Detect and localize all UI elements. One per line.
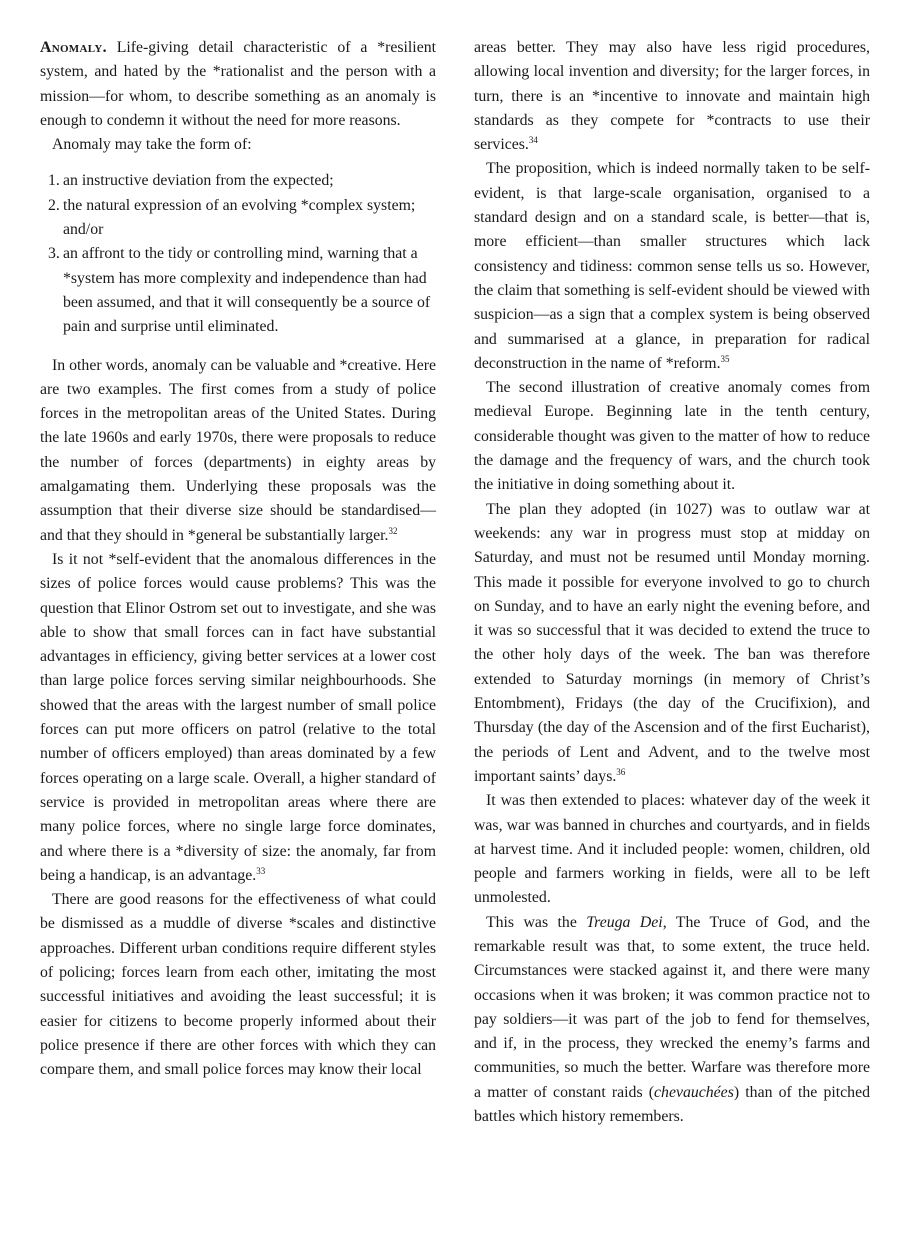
left-column: [40, 36, 436, 1082]
footnote-ref: 33: [256, 865, 266, 876]
list-item: [40, 169, 436, 193]
paragraph-text: The proposition, which is indeed normally taken to be self-evident, is that large-scale organisation, organised to a standard design and on a standard scale, is better—that is, more efficient—than smaller structures which lack consistency and tidiness: common sense tells us so. However, the claim that something is self-evident should be viewed with suspicion—as a sign that a complex system is being observed and summarised at a glance, in preparation for radical deconstruction in the name of *reform.: [474, 160, 870, 372]
list-text: an instructive deviation from the expected;: [63, 172, 334, 190]
paragraph: The second illustration of creative anomaly comes from medieval Europe. Beginning late in the tenth century, considerable thought was given to the matter of how to reduce the damage and the frequency of wars, and the church took the initiative in doing something about it.: [474, 379, 870, 494]
list-number: 3.: [48, 245, 60, 263]
paragraph: [474, 911, 870, 1130]
paragraph: [40, 548, 436, 888]
right-column: [474, 36, 870, 1129]
paragraph-text: This was the: [486, 913, 587, 931]
list-number: 2.: [48, 196, 60, 214]
paragraph-text: In other words, anomaly can be valuable and *creative. Here are two examples. The first comes from a study of police forces in the metropolitan areas of the United States. During the late 1960s and early 1970s, there were proposals to reduce the number of forces (departments) in eighty areas by amalgamating them. Underlying these proposals was the assumption that their diverse size should be standardised—and that they should in *general be substantially larger.: [40, 356, 436, 544]
entry-headword: Anomaly.: [40, 39, 107, 56]
footnote-ref: 34: [528, 135, 538, 146]
list-number: 1.: [48, 172, 60, 190]
forms-list: [40, 169, 436, 339]
paragraph: [474, 498, 870, 790]
paragraph-continued: [474, 36, 870, 157]
list-text: an affront to the tidy or controlling mind, warning that a *system has more complexity and independence than had been assumed, and that it will consequently be a source of pain and surprise until eliminated.: [63, 245, 431, 336]
definition-text: Life-giving detail characteristic of a *resilient system, and hated by the *rationalist and the person with a mission—for whom, to describe something as an anomaly is enough to condemn it without the need for more reasons.: [40, 39, 436, 129]
paragraph: [474, 157, 870, 376]
paragraph-text: , The Truce of God, and the remarkable result was that, to some extent, the truce held. Circumstances were stacked against it, and there were many occasions when it was broken; it was common practice not to pay soldiers—it was part of the job to fend for themselves, and if, in the process, they wrecked the enemy’s farms and communities, so much the better. Warfare was therefore more a matter of constant raids (: [474, 913, 870, 1101]
paragraph: It was then extended to places: whatever day of the week it was, war was banned in churches and courtyards, and in fields at harvest time. And it included people: women, children, old people and farmers working in fields, were all to be left unmolested.: [474, 792, 870, 907]
paragraph-text: ) than of the pitched battles which history remembers.: [474, 1083, 870, 1126]
list-item: [40, 194, 436, 243]
paragraph: There are good reasons for the effectiveness of what could be dismissed as a muddle of diverse *scales and distinctive approaches. Different urban conditions require different styles of policing; forces learn from each other, imitating the most successful initiatives and avoiding the least successful; it is easier for citizens to become properly informed about their police presence if there are other forces with which they can compare them, and small police forces may know their local: [40, 891, 436, 1079]
italic-term: Treuga Dei: [586, 913, 663, 931]
paragraph-text: Is it not *self-evident that the anomalous differences in the sizes of police forces would cause problems? This was the question that Elinor Ostrom set out to investigate, and she was able to show that small forces can in fact have substantial advantages in efficiency, giving better services at a lower cost than large police forces serving similar neighbourhoods. She showed that the areas with the largest number of small police forces can put more officers on patrol (relative to the total number of officers employed) than areas dominated by a few forces operating on a large scale. Overall, a higher standard of service is provided in metropolitan areas where there are many police forces, where no single large force dominates, and where there is a *diversity of size: the anomaly, far from being a handicap, is an advantage.: [40, 550, 436, 884]
italic-term: chevauchées: [654, 1083, 734, 1101]
footnote-ref: 36: [616, 766, 626, 777]
entry-definition: [40, 36, 436, 133]
footnote-ref: 35: [720, 353, 730, 364]
paragraph-text: areas better. They may also have less rigid procedures, allowing local invention and diversity; for the larger forces, in turn, there is an *incentive to innovate and maintain high standards as they compete for *contracts to use their services.: [474, 39, 870, 154]
list-intro: Anomaly may take the form of:: [52, 136, 252, 154]
list-item: [40, 242, 436, 339]
paragraph-text: The plan they adopted (in 1027) was to outlaw war at weekends: any war in progress must stop at midday on Saturday, and must not be resumed until Monday morning. This made it possible for everyone involved to go to church on Sunday, and to have an early night the evening before, and it was so successful that it was decided to extend the truce to the other holy days of the week. The ban was therefore extended to Saturday mornings (in memory of Christ’s Entombment), Fridays (the day of the Crucifixion), and Thursday (the day of the Ascension and of the first Eucharist), the periods of Lent and Advent, and to the twelve most important saints’ days.: [474, 500, 870, 785]
footnote-ref: 32: [388, 525, 398, 536]
paragraph: [40, 354, 436, 548]
list-text: the natural expression of an evolving *complex system; and/or: [63, 196, 416, 239]
